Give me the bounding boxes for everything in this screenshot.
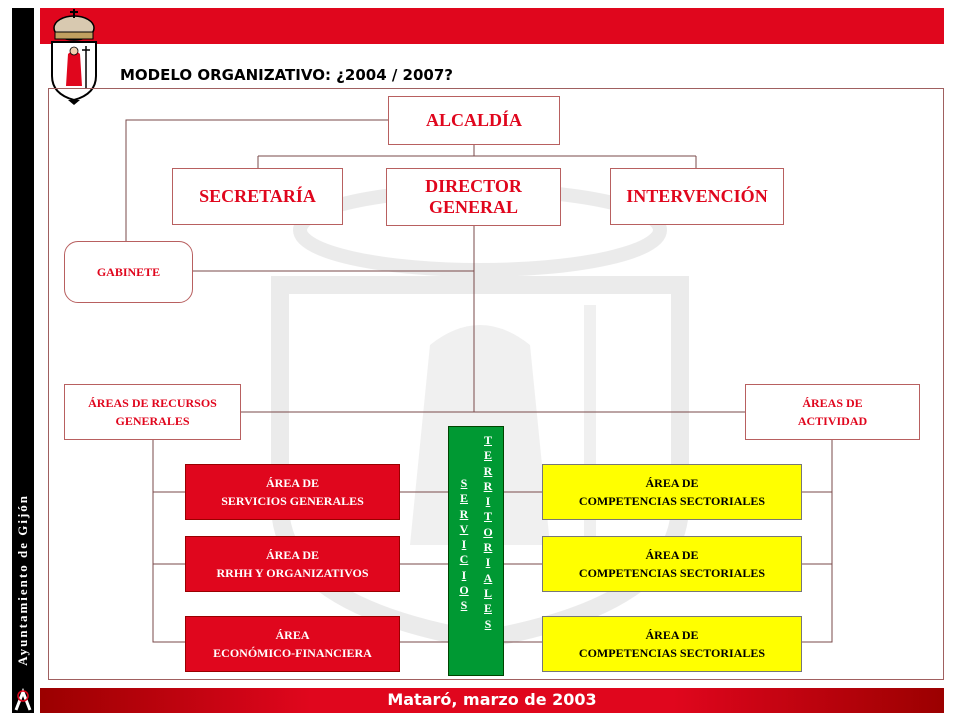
territoriales-letter: L: [483, 585, 492, 600]
servicios-letter: S: [460, 476, 468, 490]
territoriales-letter: S: [484, 616, 492, 631]
sidebar-text: Ayuntamiento de Gijón: [15, 494, 30, 666]
actividad-label-line1: ÁREAS DE: [802, 396, 863, 410]
territoriales-letter: A: [483, 570, 493, 585]
red-area-1-line1: ÁREA DE: [265, 476, 319, 490]
servicios-vertical-label: [455, 476, 473, 614]
area-competencias-box-1: [542, 464, 802, 520]
territoriales-letter: O: [483, 524, 493, 539]
territoriales-letter: I: [485, 494, 491, 509]
recursos-label-line2: GENERALES: [115, 414, 190, 428]
area-rrhh-box: [185, 536, 400, 592]
area-servicios-generales-box: [185, 464, 400, 520]
gabinete-box: [64, 241, 193, 303]
yellow-area-1-line1: ÁREA DE: [645, 476, 699, 490]
secretaria-label: SECRETARÍA: [199, 186, 316, 206]
yellow-area-2-line2: COMPETENCIAS SECTORIALES: [578, 566, 766, 580]
red-area-2-line1: ÁREA DE: [265, 548, 319, 562]
servicios-letter: V: [459, 521, 469, 536]
red-area-1-line2: SERVICIOS GENERALES: [221, 494, 364, 508]
territoriales-letter: R: [483, 540, 493, 555]
servicios-letter: S: [460, 598, 468, 613]
red-area-3-line1: ÁREA: [275, 628, 310, 642]
territoriales-letter: R: [483, 463, 493, 478]
territoriales-vertical-label: [479, 433, 497, 632]
intervencion-box: [610, 168, 784, 225]
yellow-area-3-line1: ÁREA DE: [645, 628, 699, 642]
actividad-label-line2: ACTIVIDAD: [797, 414, 868, 428]
area-economico-box: [185, 616, 400, 672]
territoriales-letter: I: [485, 555, 491, 570]
territoriales-letter: R: [483, 478, 493, 493]
servicios-letter: R: [459, 506, 469, 521]
intervencion-label: INTERVENCIÓN: [626, 186, 768, 206]
territoriales-letter: T: [483, 433, 492, 447]
red-area-3-line2: ECONÓMICO-FINANCIERA: [213, 646, 372, 660]
director-label-line2: GENERAL: [428, 197, 518, 217]
footer-text: Mataró, marzo de 2003: [387, 690, 597, 709]
servicios-letter: E: [459, 491, 468, 506]
servicios-letter: C: [459, 552, 469, 567]
secretaria-box: [172, 168, 343, 225]
yellow-area-2-line1: ÁREA DE: [645, 548, 699, 562]
alcaldia-box: [388, 96, 560, 145]
servicios-letter: I: [461, 567, 467, 582]
red-area-2-line2: RRHH Y ORGANIZATIVOS: [216, 566, 369, 580]
servicios-letter: O: [459, 583, 469, 598]
territoriales-letter: T: [483, 509, 492, 524]
director-label-line1: DIRECTOR: [425, 176, 522, 196]
gabinete-label: GABINETE: [96, 265, 161, 279]
alcaldia-label: ALCALDÍA: [425, 110, 522, 130]
yellow-area-1-line2: COMPETENCIAS SECTORIALES: [578, 494, 766, 508]
servicios-letter: I: [461, 537, 467, 552]
area-competencias-box-3: [542, 616, 802, 672]
yellow-area-3-line2: COMPETENCIAS SECTORIALES: [578, 646, 766, 660]
areas-actividad-box: [745, 384, 920, 440]
area-competencias-box-2: [542, 536, 802, 592]
recursos-label-line1: ÁREAS DE RECURSOS: [88, 396, 217, 410]
recursos-generales-box: [64, 384, 241, 440]
territoriales-letter: E: [483, 601, 492, 616]
territoriales-letter: E: [483, 448, 492, 463]
director-general-box: [386, 168, 561, 226]
page-title: MODELO ORGANIZATIVO: ¿2004 / 2007?: [120, 66, 454, 84]
